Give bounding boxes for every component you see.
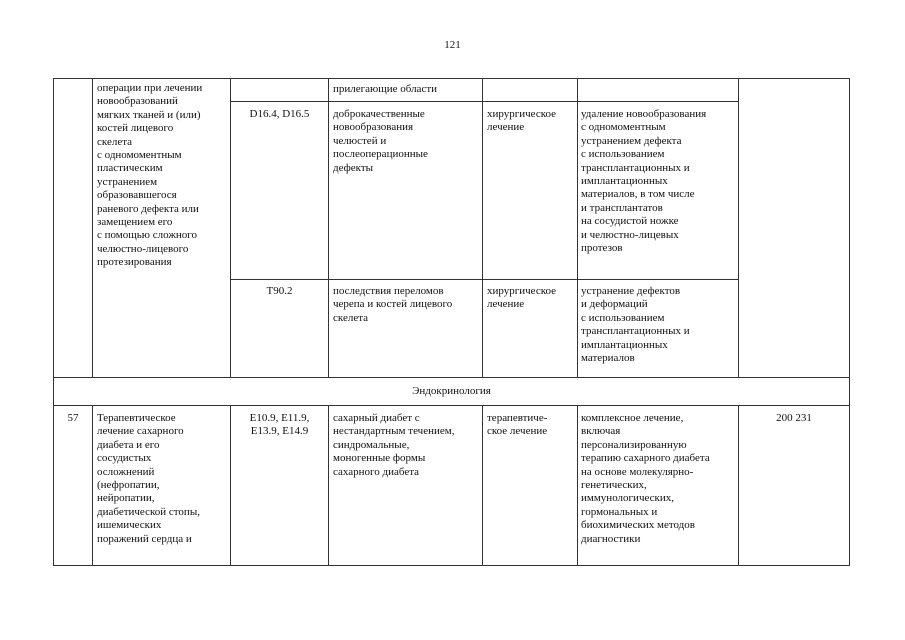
col-border-1 bbox=[92, 78, 93, 378]
model-cell-d16: доброкачественные новообразования челюстей и послеоперационные дефекты bbox=[333, 108, 428, 174]
col-border-2 bbox=[230, 78, 231, 378]
section-border-right bbox=[849, 377, 850, 406]
col-border-6 bbox=[738, 78, 739, 378]
row57-border-6 bbox=[738, 405, 739, 566]
col-border-5 bbox=[577, 78, 578, 378]
row57-name-cell: Терапевтическое лечение сахарного диабета и его сосудистых осложнений (нефропатии, нейропатии, диабетической стопы, ишемических поражений сердца и bbox=[97, 412, 200, 545]
row-number-cell: 57 bbox=[67, 412, 79, 424]
treatment-type-cell-d16: хирургическое лечение bbox=[487, 108, 557, 134]
code-cell-d16: D16.4, D16.5 bbox=[249, 108, 310, 120]
col-border-left bbox=[53, 78, 54, 378]
table-bottom-border bbox=[53, 565, 850, 566]
section-top-border bbox=[53, 377, 850, 378]
row57-model-cell: сахарный диабет с нестандартным течением, синдромальные, моногенные формы сахарного диабета bbox=[333, 412, 455, 478]
subrow-divider-1 bbox=[230, 101, 738, 102]
col-border-right bbox=[849, 78, 850, 378]
row57-treatment-type-cell: терапевтиче- ское лечение bbox=[487, 412, 548, 438]
subrow-divider-2 bbox=[230, 279, 738, 280]
method-name-cell: операции при лечении новообразований мягких тканей и (или) костей лицевого скелета с одномоментным пластическим устранением образовавшегося раневого дефекта или замещением его с помощью сложного челюстно-лицевого протезирования bbox=[97, 82, 203, 269]
row57-codes-cell: E10.9, E11.9, E13.9, E14.9 bbox=[249, 412, 310, 438]
method-cell-t90: устранение дефектов и деформаций с использованием трансплантационных и имплантационных материалов bbox=[581, 285, 690, 365]
code-cell-t90: T90.2 bbox=[266, 285, 293, 297]
row57-border-right bbox=[849, 405, 850, 566]
top-model-cell: прилегающие области bbox=[333, 83, 438, 95]
page-number: 121 bbox=[444, 39, 461, 51]
treatment-type-cell-t90: хирургическое лечение bbox=[487, 285, 557, 311]
row57-border-3 bbox=[328, 405, 329, 566]
section-title: Эндокринология bbox=[412, 385, 491, 397]
col-border-4 bbox=[482, 78, 483, 378]
table-top-border bbox=[53, 78, 850, 79]
row57-border-1 bbox=[92, 405, 93, 566]
method-cell-d16: удаление новообразования с одномоментным устранением дефекта с использованием трансплантационных и имплантационных материалов, в том числе и трансплантатов на сосудистой ножке и челюстно-лицевых протезов bbox=[581, 108, 707, 255]
row57-border-4 bbox=[482, 405, 483, 566]
row57-method-cell: комплексное лечение, включая персонализированную терапию сахарного диабета на основе молекулярно- генетических, иммунологических, гормональных и биохимических методов диагностики bbox=[581, 412, 710, 545]
row57-border-left bbox=[53, 405, 54, 566]
row57-cost-cell: 200 231 bbox=[776, 412, 812, 424]
col-border-3 bbox=[328, 78, 329, 378]
row57-border-5 bbox=[577, 405, 578, 566]
section-bottom-border bbox=[53, 405, 850, 406]
model-cell-t90: последствия переломов черепа и костей лицевого скелета bbox=[333, 285, 453, 324]
